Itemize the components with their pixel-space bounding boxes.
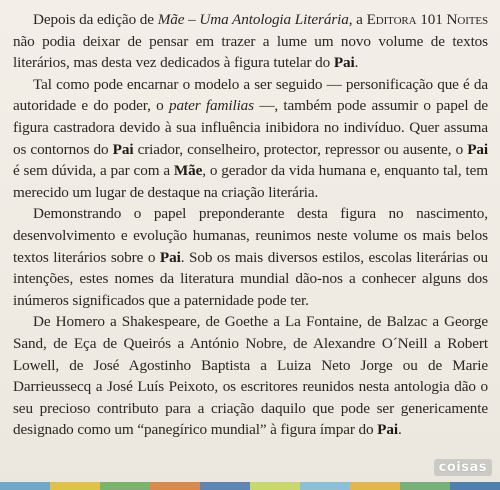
paragraph-3: Demonstrando o papel preponderante desta figura no nascimento, desenvolvimento e evolução humanas, reunimos neste volume os mais belos textos literários sobre o Pai. Sob os mais diversos estilos, escolas literárias ou intenções, estes nomes da literatura mundial dão-nos a conhecer alguns dos inúmeros significados que a paternidade pode ter. [13,205,488,309]
strip-segment [450,482,500,490]
strip-segment [400,482,450,490]
strip-segment [0,482,50,490]
strip-segment [100,482,150,490]
paragraph-1: Depois da edição de Mãe – Uma Antologia Literária, a Editora 101 Noites não podia deixar de pensar em trazer a lume um novo volume de textos literários, mas desta vez dedicados à figura tutelar do Pai. [13,11,489,72]
strip-segment [250,482,300,490]
emphasis-pai: Pai [467,140,488,158]
strip-segment [300,482,350,490]
strip-segment [350,482,400,490]
paragraph-2: Tal como pode encarnar o modelo a ser seguido — personificação que é da autoridade e do poder, o pater familias —, também pode assumir o papel de figura castradora devido à sua influência inibidora no indivíduo. Quer assuma os contornos do Pai criador, conselheiro, protector, repressor ou ausente, o Pai é sem dúvida, a par com a Mãe, o gerador da vida humana e, enquanto tal, tem merecido um lugar de destaque na criação literária. [13,75,489,201]
paragraph-4: De Homero a Shakespeare, de Goethe a La Fontaine, de Balzac a George Sand, de Eça de Queirós a António Nobre, de Alexandre O´Neill a Robert Lowell, de José Agostinho Baptista a Luiza Neto Jorge ou de Marie Darrieussecq a José Luís Peixoto, os escritores reunidos nesta antologia dão o seu precioso contributo para a criação daquilo que pode ser genericamente designado como um “panegírico mundial” à figura ímpar do Pai. [13,313,488,439]
strip-segment [200,482,250,490]
strip-segment [150,482,200,490]
site-watermark-logo: coisas [434,459,492,476]
emphasis-pai: Pai [159,248,181,266]
italic-pater-familias: pater familias [168,97,254,115]
cover-color-strip [0,482,500,490]
publisher-name-2: Noites [446,11,489,28]
emphasis-mae: Mãe [173,162,203,180]
emphasis-pai: Pai [377,421,398,439]
publisher-name: Editora 101 [366,11,443,28]
strip-segment [50,482,100,490]
body-text [13,9,488,441]
book-title-mae: Mãe – Uma Antologia Literária [157,11,349,28]
emphasis-pai: Pai [333,54,355,72]
emphasis-pai: Pai [112,140,134,158]
